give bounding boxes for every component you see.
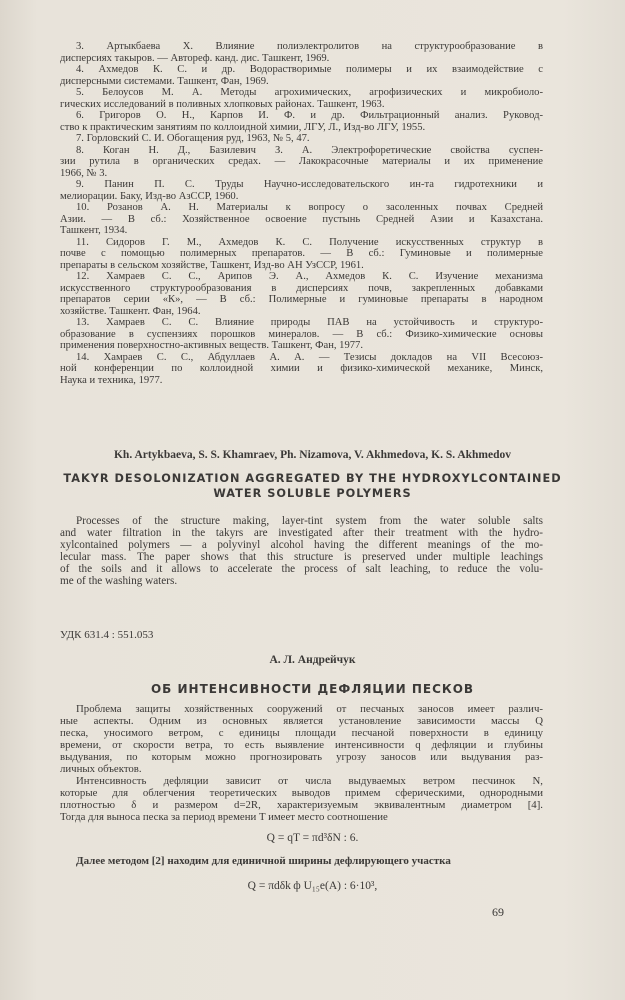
reference-line: 5. Белоусов М. А. Методы агрохимических, агрофизических и микробиоло-: [76, 87, 543, 98]
reference-line: 10. Розанов А. Н. Материалы к вопросу о засоленных почвах Средней: [76, 202, 543, 213]
formula-2: Q = πdδk ф U₁₅e(A) : 6·10³,: [247, 880, 378, 892]
english-summary-title-line2: WATER SOLUBLE POLYMERS: [213, 487, 412, 500]
reference-line: гических исследований в поливных хлопковых районах. Ташкент, 1963.: [60, 98, 385, 110]
english-summary-authors: Kh. Artykbaeva, S. S. Khamraev, Ph. Nizamova, V. Akhmedova, K. S. Akhmedov: [113, 449, 512, 461]
paragraph-line: личных объектов.: [60, 763, 142, 775]
paragraph-line: Далее методом [2] находим для единичной ширины дефлирующего участка: [76, 855, 451, 867]
english-summary-title-line1: TAKYR DESOLONIZATION AGGREGATED BY THE HYDROXYLCONTAINED: [63, 472, 562, 485]
reference-line: 9. Панин П. С. Труды Научно-исследовательского ин-та гидротехники и: [76, 179, 543, 190]
paragraph-line: времени, от скорости ветра, то есть выявление интенсивности q дефляции и глубины: [60, 739, 543, 751]
reference-line: препаратов серии «К», — В сб.: Полимерные и гуминовые препараты в народном: [60, 294, 543, 305]
abstract-line: and water filtration in the takyrs are investigated after their treatment with the hydro-: [60, 527, 543, 539]
paragraph-line: песка, уносимого ветром, с единицы площади песчаной поверхности в единицу: [60, 727, 543, 739]
reference-line: 12. Хамраев С. С., Арипов Э. А., Ахмедов К. С. Изучение механизма: [76, 271, 543, 282]
abstract-line: xylcontained polymers — a polyvinyl alcohol having the different meanings of the mo-: [60, 539, 543, 551]
reference-line: хозяйстве. Ташкент. Фан, 1964.: [60, 305, 201, 317]
article-paragraph-2: [60, 775, 543, 823]
page-number: 69: [492, 905, 504, 919]
reference-line: Ташкент, 1934.: [60, 225, 128, 236]
article-author: А. Л. Андрейчук: [269, 654, 356, 666]
abstract-line: Processes of the structure making, layer-tint system from the water soluble salts: [76, 515, 543, 527]
reference-line: почве с помощью полимерных препаратов. — В сб.: Гуминовые и полимерные: [60, 248, 543, 259]
reference-line: 14. Хамраев С. С., Абдуллаев А. А. — Тезисы докладов на VII Всесоюз-: [76, 351, 543, 363]
reference-line: ной конференции по коллоидной химии и физико-химической механике, Минск,: [60, 363, 543, 374]
reference-line: зии рутила в органических средах. — Лакокрасочные материалы и их применение: [60, 156, 543, 167]
reference-line: 8. Коган Н. Д., Базилевич З. А. Электрофоретические свойства суспен-: [76, 144, 543, 156]
reference-line: дисперсными системами. Ташкент, Фан, 1969.: [60, 75, 269, 87]
paragraph-line: Интенсивность дефляции зависит от числа выдуваемых ветром песчинок N,: [76, 775, 543, 787]
paragraph-line: выдувания, по которым можно прогнозировать угрозу заносов или выдувания раз-: [60, 751, 543, 763]
article-title: ОБ ИНТЕНСИВНОСТИ ДЕФЛЯЦИИ ПЕСКОВ: [150, 682, 475, 696]
reference-line: 6. Григоров О. Н., Карпов И. Ф. и др. Фильтрационный анализ. Руковод-: [76, 110, 543, 121]
reference-line: 1966, № 3.: [60, 167, 108, 179]
reference-line: искусственного структурообразования в дисперсиях почв, закрепленных добавками: [60, 282, 543, 294]
reference-list: [60, 41, 543, 386]
formula-1: Q = qT = πd³δN : 6.: [266, 832, 359, 844]
reference-line: 13. Хамраев С. С. Влияние природы ПАВ на устойчивость и структуро-: [76, 317, 543, 328]
abstract-line: lecular mass. The paper shows that this structure is preserved under multiple leachings: [60, 551, 543, 563]
reference-line: применения поверхностно-активных веществ. Ташкент, Фан, 1977.: [60, 340, 363, 351]
abstract-line: me of the washing waters.: [60, 575, 178, 587]
article-paragraph-1: [60, 703, 543, 775]
reference-line: мелиорации. Баку, Изд-во АзССР, 1960.: [60, 190, 239, 202]
paragraph-line: Проблема защиты хозяйственных сооружений от песчаных заносов имеет различ-: [76, 703, 543, 715]
reference-line: 4. Ахмедов К. С. и др. Водорастворимые полимеры и их взаимодействие с: [76, 64, 543, 75]
article-paragraph-3: [60, 855, 543, 867]
abstract-line: of the soils and it allows to accelerate the process of salt leaching, to reduce the volu-: [60, 563, 543, 575]
reference-line: Наука и техника, 1977.: [60, 374, 163, 386]
paragraph-line: плотностью δ и размером d=2R, характеризуемым эквивалентным диаметром [4].: [60, 799, 543, 811]
english-abstract: [60, 515, 543, 587]
paragraph-line: которые для облегчения теоретических выводов примем сферическими, однородными: [60, 787, 543, 799]
reference-line: дисперсиях такыров. — Автореф. канд. дис. Ташкент, 1969.: [60, 52, 330, 64]
reference-line: 11. Сидоров Г. М., Ахмедов К. С. Получение искусственных структур в: [76, 236, 543, 248]
paragraph-line: Тогда для выноса песка за период времени T имеет место соотношение: [60, 811, 388, 823]
reference-line: ство к практическим занятиям по коллоидной химии, ЛГУ, Л., Изд-во ЛГУ, 1955.: [60, 121, 426, 133]
udk-code: УДК 631.4 : 551.053: [60, 629, 154, 641]
reference-line: 3. Артыкбаева Х. Влияние полиэлектролитов на структурообразование в: [76, 41, 543, 52]
reference-line: Азии. — В сб.: Хозяйственное освоение пустынь Средней Азии и Казахстана.: [60, 213, 543, 225]
reference-line: образование в суспензиях порошков минералов. — В сб.: Физико-химические основы: [60, 328, 543, 340]
reference-line: препараты в сельском хозяйстве, Ташкент, Изд-во АН УзССР, 1961.: [60, 259, 364, 271]
reference-line: 7. Горловский С. И. Обогащения руд, 1963, № 5, 47.: [76, 133, 310, 144]
paragraph-line: ные аспекты. Одним из основных является установление зависимости массы Q: [60, 715, 543, 727]
